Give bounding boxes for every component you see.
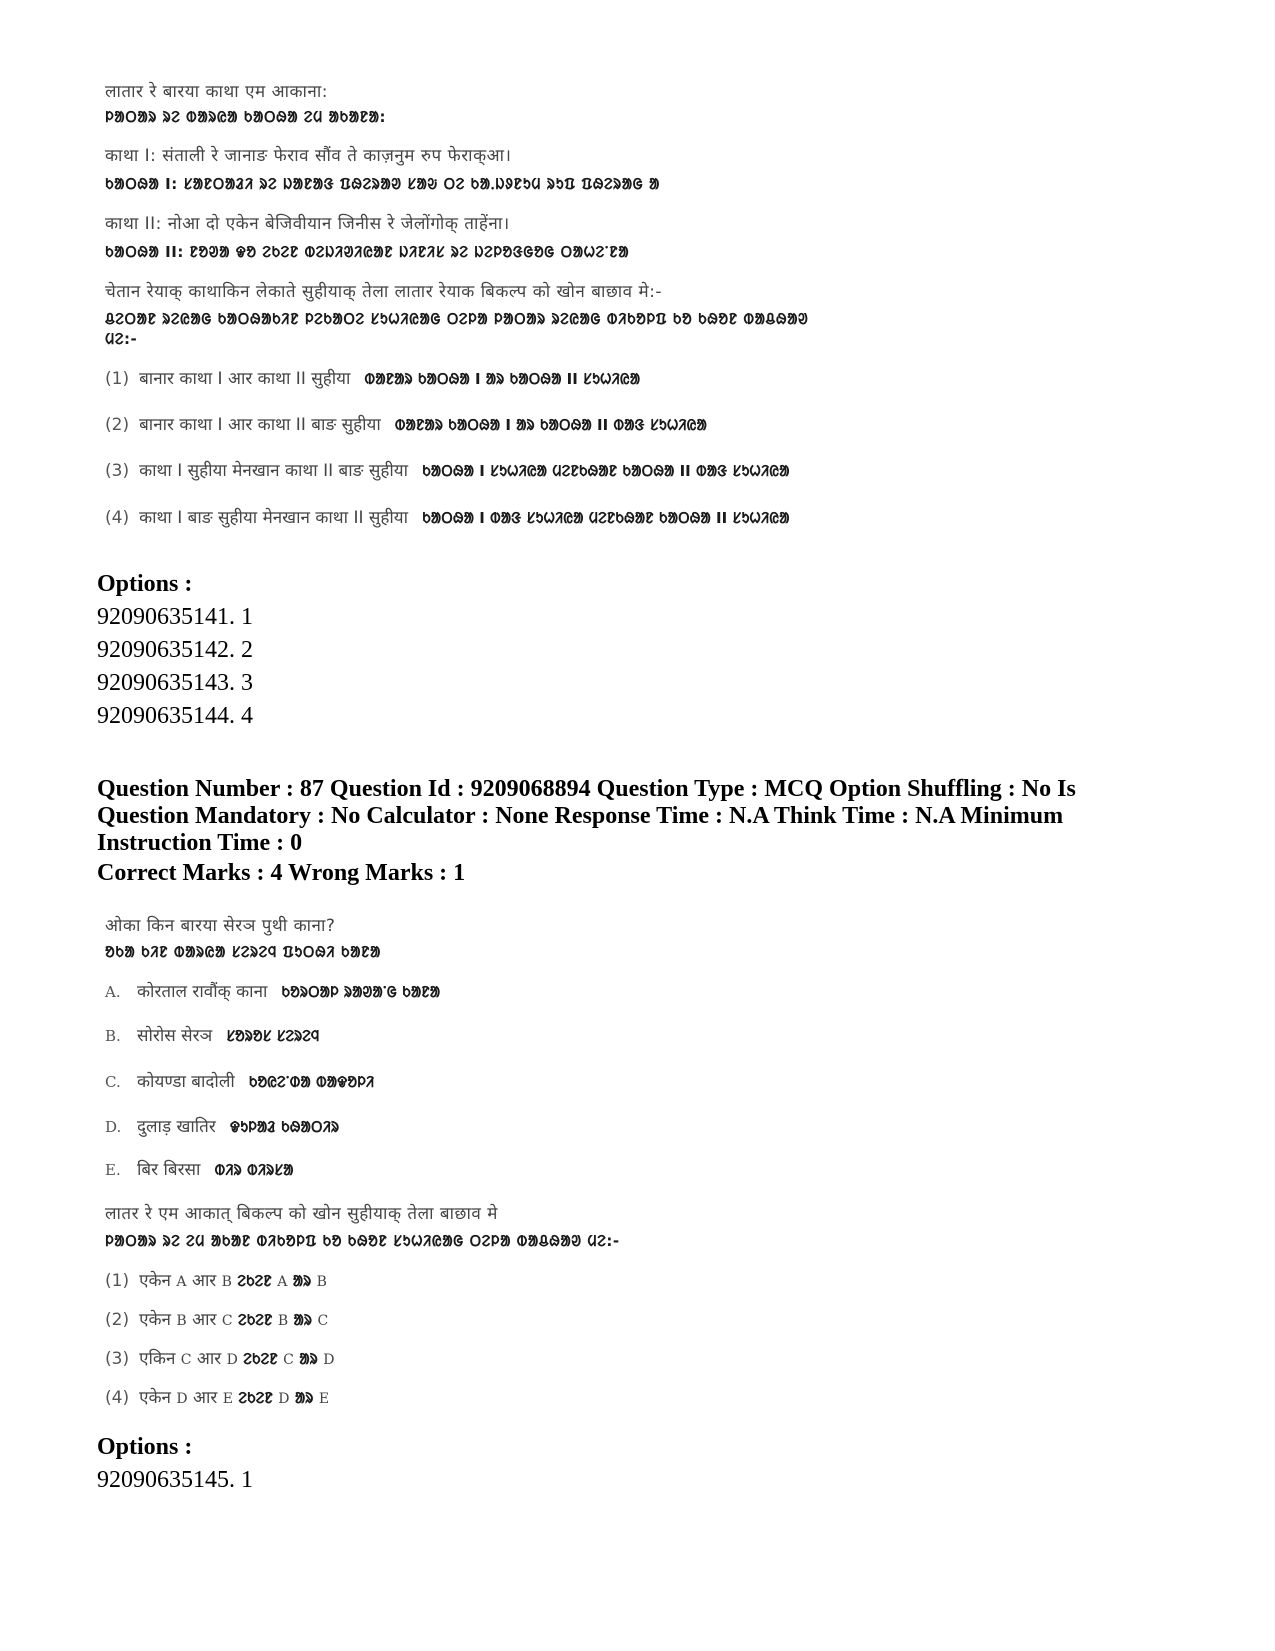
q86-statement-1-olchiki: ᱠᱟᱛᱷᱟ I: ᱥᱟᱱᱛᱟᱲᱤ ᱨᱮ ᱡᱟᱱᱟᱝ ᱯᱷᱮᱨᱟᱣ ᱥᱟᱶ ᱛᱮ ᱠᱟᱹᱡᱽᱱᱩᱢ ᱨᱩᱯ ᱯᱷᱮᱨᱟᱜ ᱟ (105, 175, 660, 193)
choice-olchiki: ᱵᱟᱱᱟᱨ ᱠᱟᱛᱷᱟ I ᱟᱨ ᱠᱟᱛᱷᱟ II ᱥᱩᱦᱤᱭᱟ (364, 370, 641, 388)
q86-intro-hindi: लातार रे बारया काथा एम आकाना: (105, 82, 328, 102)
choice-number: (1) (105, 369, 130, 389)
choice-olchiki-word: ᱮᱠᱮᱱ (238, 1389, 273, 1407)
q86-choice-2 (105, 417, 707, 434)
q86-choose-olchiki-line1: ᱪᱮᱛᱟᱱ ᱨᱮᱭᱟᱜ ᱠᱟᱛᱷᱟᱠᱤᱱ ᱞᱮᱠᱟᱛᱮ ᱥᱩᱦᱤᱭᱟᱜ ᱛᱮᱞᱟ ᱞᱟᱛᱟᱨ ᱨᱮᱭᱟᱜ ᱵᱤᱠᱚᱞᱯ ᱠᱚ ᱠᱷᱚᱱ ᱵᱟᱪᱷᱟᱣ (105, 310, 809, 328)
q87-choose-olchiki: ᱞᱟᱛᱟᱨ ᱨᱮ ᱮᱢ ᱟᱠᱟᱱ ᱵᱤᱠᱚᱞᱯ ᱠᱚ ᱠᱷᱚᱱ ᱥᱩᱦᱤᱭᱟᱜ ᱛᱮᱞᱟ ᱵᱟᱪᱷᱟᱣ ᱢᱮ:- (105, 1232, 620, 1250)
choice-olchiki-word: ᱮᱠᱮᱱ (243, 1350, 278, 1368)
q86-option-2[interactable]: 92090635142. 2 (97, 637, 253, 663)
q86-choice-3 (105, 463, 789, 480)
q87-choice-4 (105, 1390, 329, 1407)
choice-letter: C (180, 1352, 192, 1368)
item-letter: A. (105, 983, 121, 1001)
choice-letter: C (317, 1313, 329, 1329)
choice-number: (2) (105, 415, 130, 435)
q86-statement-2-hindi: काथा II: नोआ दो एकेन बेजिवीयान जिनीस रे जेलोंगोक् ताहेंना। (105, 214, 510, 234)
q87-choose-hindi: लातर रे एम आकात् बिकल्प को खोन सुहीयाक् तेला बाछाव मे (105, 1204, 498, 1224)
item-hindi: बिर बिरसा (137, 1160, 201, 1180)
q87-choice-3 (105, 1351, 334, 1368)
item-letter: B. (105, 1027, 121, 1045)
choice-number: (2) (105, 1310, 130, 1330)
q87-meta (97, 776, 1097, 857)
choice-olchiki-and: ᱟᱨ (294, 1389, 314, 1407)
q86-intro-olchiki: ᱞᱟᱛᱟᱨ ᱨᱮ ᱵᱟᱨᱭᱟ ᱠᱟᱛᱷᱟ ᱮᱢ ᱟᱠᱟᱱᱟ: (105, 108, 387, 126)
choice-word: एकेन (139, 1310, 171, 1330)
q87-item-c (105, 1074, 374, 1091)
q87-options-heading: Options : (97, 1434, 193, 1460)
item-olchiki: ᱥᱚᱨᱚᱥ ᱥᱮᱨᱮᱧ (226, 1027, 320, 1045)
choice-letter: B (277, 1313, 289, 1329)
q87-item-a (105, 984, 440, 1001)
choice-olchiki-and: ᱟᱨ (292, 1272, 312, 1290)
q87-question-hindi: ओका किन बारया सेरञ पुथी काना? (105, 916, 336, 936)
choice-letter: A (277, 1274, 288, 1290)
choice-letter: C (283, 1352, 294, 1368)
q87-meta-line-2: Question Mandatory : No Calculator : None Response Time : N.A Think Time : N.A Minimum (97, 803, 1064, 829)
q87-question-olchiki: ᱚᱠᱟ ᱠᱤᱱ ᱵᱟᱨᱭᱟ ᱥᱮᱨᱮᱧ ᱯᱩᱛᱷᱤ ᱠᱟᱱᱟ (105, 943, 381, 961)
choice-word: एकेन (139, 1388, 171, 1408)
q87-choice-1 (105, 1273, 327, 1290)
q87-item-e (105, 1162, 293, 1179)
choice-letter: E (222, 1391, 234, 1407)
choice-letter: D (323, 1352, 335, 1368)
choice-letter: A (176, 1274, 187, 1290)
choice-hindi: बानार काथा I आर काथा II सुहीया (139, 369, 351, 389)
choice-word: एकिन (139, 1349, 176, 1369)
choice-letter: D (226, 1352, 238, 1368)
item-letter: D. (105, 1118, 122, 1136)
q87-item-b (105, 1028, 320, 1045)
choice-and: आर (196, 1349, 222, 1369)
choice-olchiki-and: ᱟᱨ (299, 1350, 318, 1368)
item-olchiki: ᱠᱚᱨᱛᱟᱞ ᱨᱟᱣᱟᱸᱜ ᱠᱟᱱᱟ (281, 983, 441, 1001)
item-olchiki: ᱫᱩᱞᱟᱲ ᱠᱷᱟᱛᱤᱨ (229, 1118, 340, 1136)
choice-letter: E (318, 1391, 330, 1407)
choice-number: (4) (105, 1388, 130, 1408)
q86-choice-1 (105, 371, 640, 388)
choice-hindi: काथा I बाङ सुहीया मेनखान काथा II सुहीया (139, 508, 409, 528)
choice-olchiki: ᱠᱟᱛᱷᱟ I ᱵᱟᱝ ᱥᱩᱦᱤᱭᱟ ᱢᱮᱱᱠᱷᱟᱱ ᱠᱟᱛᱷᱟ II ᱥᱩᱦᱤᱭᱟ (422, 509, 790, 527)
q86-option-4[interactable]: 92090635144. 4 (97, 703, 253, 729)
choice-letter: B (221, 1274, 232, 1290)
choice-and: आर (191, 1271, 217, 1291)
choice-olchiki-word: ᱮᱠᱮᱱ (237, 1272, 272, 1290)
choice-number: (3) (105, 461, 130, 481)
q86-option-3[interactable]: 92090635143. 3 (97, 670, 253, 696)
q87-choice-2 (105, 1312, 328, 1329)
q86-statement-2-olchiki: ᱠᱟᱛᱷᱟ II: ᱱᱚᱣᱟ ᱫᱚ ᱮᱠᱮᱱ ᱵᱮᱡᱤᱣᱤᱭᱟᱱ ᱡᱤᱱᱤᱥ ᱨᱮ ᱡᱮᱞᱚᱝᱜᱚᱜ ᱛᱟᱦᱮᱸᱱᱟ (105, 243, 630, 261)
item-letter: E. (105, 1161, 121, 1179)
choice-word: एकेन (139, 1271, 171, 1291)
item-hindi: कोरताल रावौंक् काना (137, 982, 268, 1002)
q86-statement-1-hindi: काथा I: संताली रे जानाङ फेराव सौंव ते काज़नुम रुप फेराक्आ। (105, 146, 512, 166)
choice-hindi: काथा I सुहीया मेनखान काथा II बाङ सुहीया (139, 461, 409, 481)
choice-number: (3) (105, 1349, 130, 1369)
choice-letter: D (176, 1391, 188, 1407)
choice-letter: B (176, 1313, 187, 1329)
choice-hindi: बानार काथा I आर काथा II बाङ सुहीया (139, 415, 381, 435)
choice-letter: B (316, 1274, 327, 1290)
item-hindi: कोयण्डा बादोली (137, 1072, 235, 1092)
q87-option-1[interactable]: 92090635145. 1 (97, 1467, 253, 1493)
choice-and: आर (192, 1310, 217, 1330)
q86-option-1[interactable]: 92090635141. 1 (97, 604, 253, 630)
q87-marks: Correct Marks : 4 Wrong Marks : 1 (97, 860, 466, 886)
item-olchiki: ᱠᱚᱭᱮᱸᱰᱟ ᱵᱟᱫᱚᱞᱤ (248, 1073, 375, 1091)
item-hindi: सोरोस सेरञ (137, 1026, 213, 1046)
q86-choose-hindi: चेतान रेयाक् काथाकिन लेकाते सुहीयाक् तेला लातार रेयाक बिकल्प को खोन बाछाव मे:- (105, 282, 663, 302)
q86-choice-4 (105, 510, 789, 527)
q86-choose-olchiki-line2: ᱢᱮ:- (105, 330, 138, 348)
q87-meta-line-1: Question Number : 87 Question Id : 9209068894 Question Type : MCQ Option Shuffling : No Is (97, 776, 1076, 802)
choice-olchiki-word: ᱮᱠᱮᱱ (237, 1311, 273, 1329)
item-hindi: दुलाड़ खातिर (137, 1117, 216, 1137)
choice-letter: C (221, 1313, 233, 1329)
choice-olchiki: ᱵᱟᱱᱟᱨ ᱠᱟᱛᱷᱟ I ᱟᱨ ᱠᱟᱛᱷᱟ II ᱵᱟᱝ ᱥᱩᱦᱤᱭᱟ (394, 416, 707, 434)
item-olchiki: ᱵᱤᱨ ᱵᱤᱨᱥᱟ (214, 1161, 294, 1179)
choice-and: आर (193, 1388, 218, 1408)
choice-number: (1) (105, 1271, 130, 1291)
choice-olchiki: ᱠᱟᱛᱷᱟ I ᱥᱩᱦᱤᱭᱟ ᱢᱮᱱᱠᱷᱟᱱ ᱠᱟᱛᱷᱟ II ᱵᱟᱝ ᱥᱩᱦᱤᱭᱟ (422, 462, 790, 480)
choice-olchiki-and: ᱟᱨ (293, 1311, 313, 1329)
q87-meta-line-3: Instruction Time : 0 (97, 830, 303, 856)
item-letter: C. (105, 1073, 121, 1091)
choice-letter: D (278, 1391, 290, 1407)
q87-item-d (105, 1119, 339, 1136)
choice-number: (4) (105, 508, 130, 528)
q86-options-heading: Options : (97, 571, 193, 597)
